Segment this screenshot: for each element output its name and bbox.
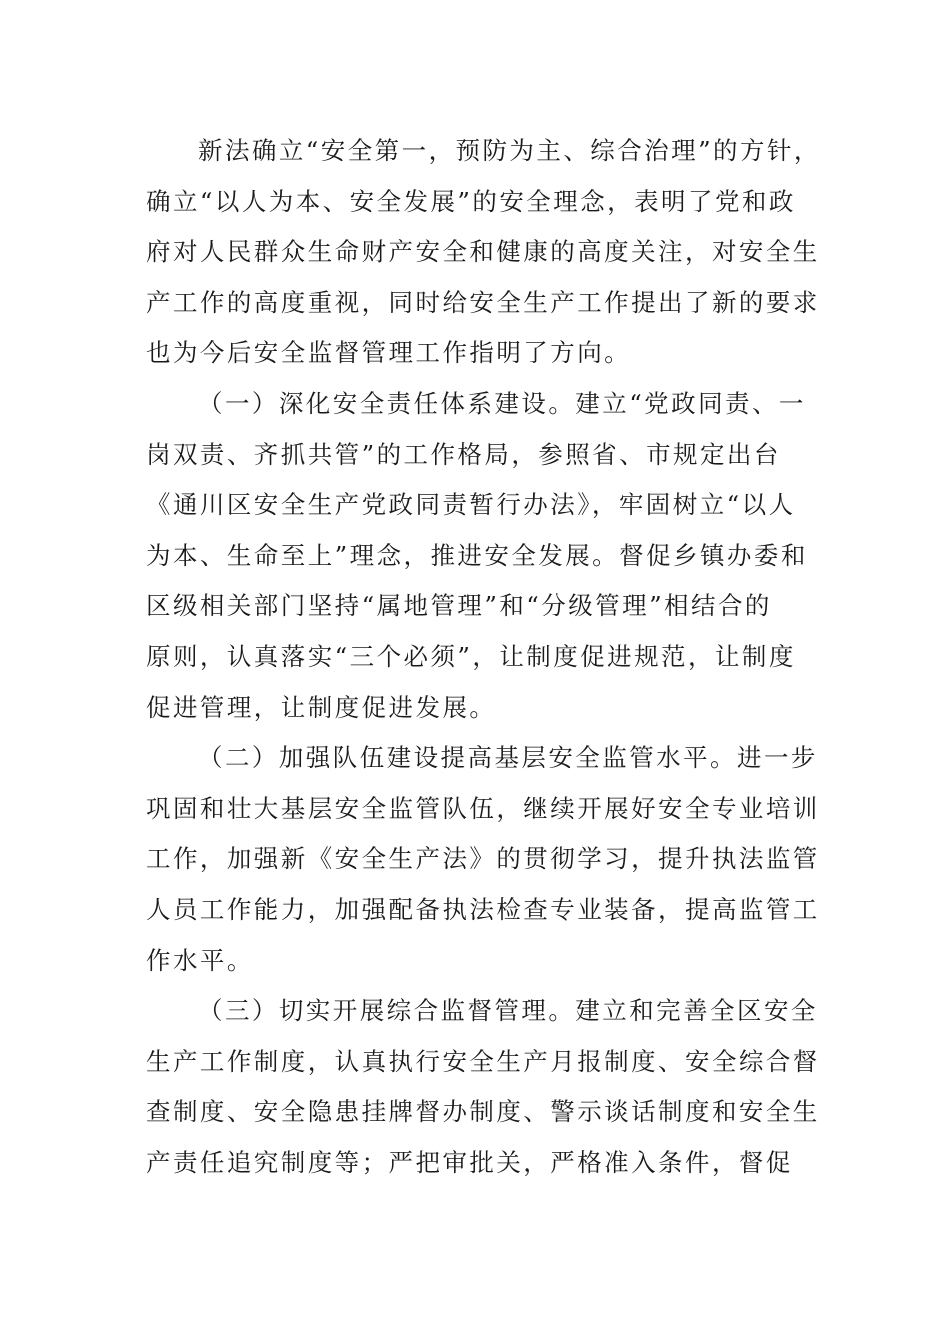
text-line: （三）切实开展综合监督管理。建立和完善全区安全 <box>198 996 818 1026</box>
text-line: 促进管理，让制度促进发展。 <box>146 692 497 722</box>
text-line: 生产工作制度，认真执行安全生产月报制度、安全综合督 <box>146 1046 820 1076</box>
text-line: 产工作的高度重视，同时给安全生产工作提出了新的要求 <box>146 287 820 317</box>
text-line: 原则，认真落实“三个必须”，让制度促进规范，让制度 <box>146 641 796 671</box>
text-line: 新法确立“安全第一，预防为主、综合治理”的方针， <box>198 136 821 165</box>
text-line: 作水平。 <box>146 945 254 975</box>
text-line: 查制度、安全隐患挂牌督办制度、警示谈话制度和安全生 <box>146 1097 820 1127</box>
text-line: 巩固和壮大基层安全监管队伍，继续开展好安全专业培训 <box>146 793 820 823</box>
text-line: 工作，加强新《安全生产法》的贯彻学习，提升执法监管 <box>146 844 820 874</box>
text-line: 确立“以人为本、安全发展”的安全理念，表明了党和政 <box>146 186 796 216</box>
paragraph-section-1 <box>146 379 832 733</box>
text-line: 府对人民群众生命财产安全和健康的高度关注，对安全生 <box>146 237 820 267</box>
text-line: 为本、生命至上”理念，推进安全发展。督促乡镇办委和 <box>146 540 808 570</box>
paragraph-section-3 <box>146 986 832 1188</box>
text-line: 也为今后安全监督管理工作指明了方向。 <box>146 338 632 368</box>
text-line: 区级相关部门坚持“属地管理”和“分级管理”相结合的 <box>146 591 772 621</box>
document-body <box>146 126 832 1188</box>
paragraph-intro <box>146 126 832 379</box>
text-line: 《通川区安全生产党政同责暂行办法》，牢固树立“以人 <box>146 490 796 520</box>
text-line: （一）深化安全责任体系建设。建立“党政同责、一 <box>198 388 806 418</box>
text-line: 人员工作能力，加强配备执法检查专业装备，提高监管工 <box>146 894 820 924</box>
text-line: 岗双责、齐抓共管”的工作格局，参照省、市规定出台 <box>146 439 781 469</box>
paragraph-section-2 <box>146 733 832 986</box>
text-line: 产责任追究制度等；严把审批关，严格准入条件，督促 <box>146 1147 793 1177</box>
text-line: （二）加强队伍建设提高基层安全监管水平。进一步 <box>198 743 818 773</box>
